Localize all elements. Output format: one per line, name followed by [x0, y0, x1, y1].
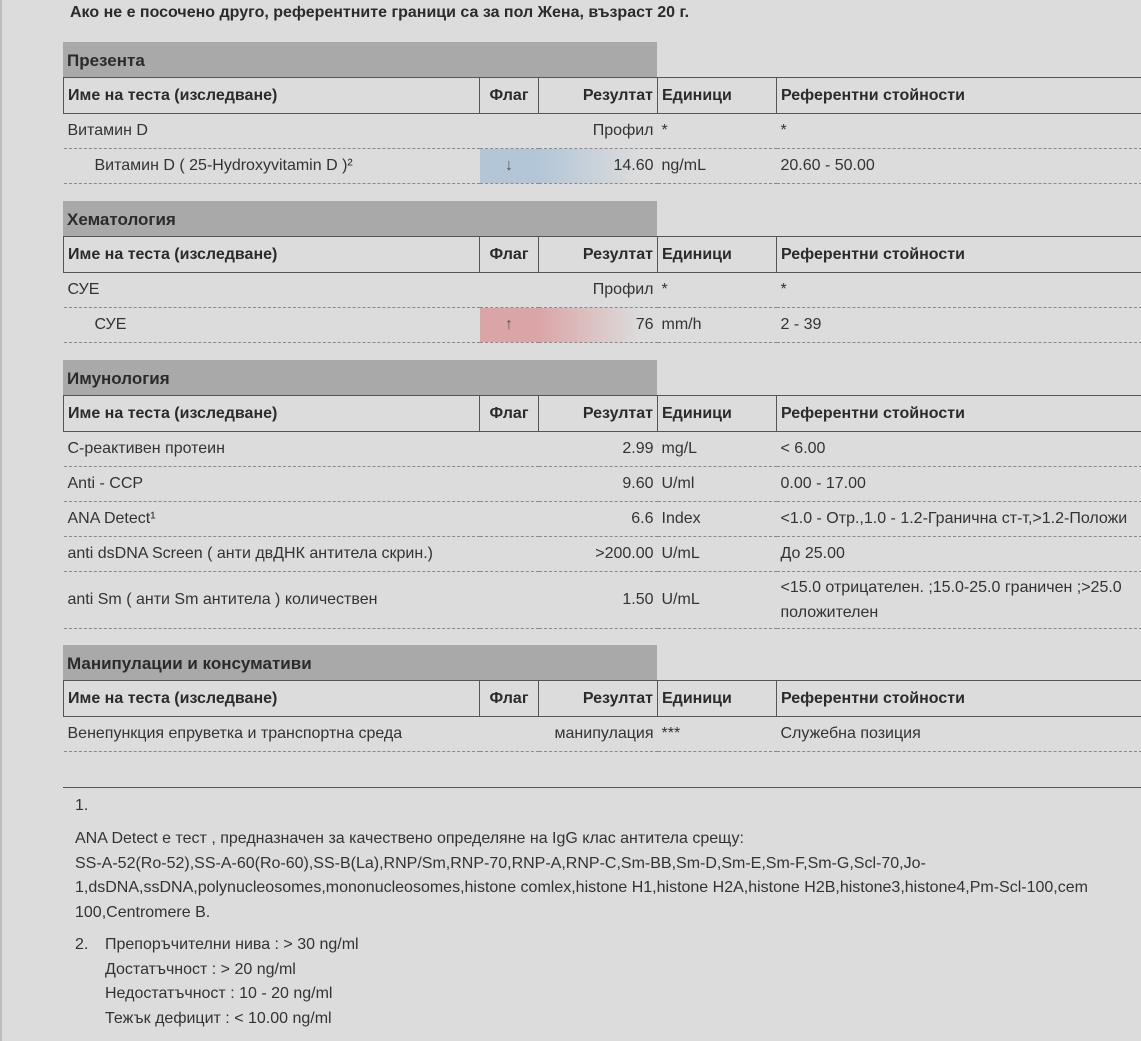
- section-title: Манипулации и консумативи: [63, 645, 657, 680]
- header-units: Единици: [658, 681, 777, 717]
- footnote-line: 100,Centromere B.: [75, 903, 211, 921]
- footnote-1-text: [75, 827, 1141, 925]
- test-flag: [480, 572, 539, 629]
- test-units: Index: [658, 502, 777, 537]
- footnote-line: Препоръчителни нива : > 30 ng/ml: [105, 936, 359, 953]
- footnote-line: 1,dsDNA,ssDNA,polynucleosomes,mononucleosomes,histone comlex,histone H1,histone H2A,histone H2B,histone3,histone4,Pm-Scl-100,cem: [75, 879, 1088, 896]
- test-ref: <15.0 отрицателен. ;15.0-25.0 граничен ;>25.0 положителен: [777, 572, 1141, 629]
- table-header-row: [64, 681, 1141, 717]
- test-name: C-реактивен протеин: [64, 432, 480, 467]
- page-left-edge: [0, 0, 2, 1041]
- test-name: anti Sm ( анти Sm антитела ) количествен: [64, 572, 480, 629]
- test-ref: 0.00 - 17.00: [777, 467, 1141, 502]
- header-ref: Референтни стойности: [777, 396, 1141, 432]
- header-units: Единици: [658, 78, 777, 114]
- header-name: Име на теста (изследване): [64, 396, 480, 432]
- test-flag: [480, 467, 539, 502]
- test-result: Профил: [539, 273, 658, 308]
- reference-intro: Ако не е посочено друго, референтните граници са за пол Жена, възраст 20 г.: [70, 4, 690, 21]
- test-result: 76: [539, 308, 658, 343]
- footnote-line: ANA Detect е тест , предназначен за качествено определяне на IgG клас антитела срещу:: [75, 830, 744, 847]
- test-ref: *: [777, 273, 1141, 308]
- table-row: [64, 502, 1141, 537]
- results-table: [63, 77, 1141, 184]
- header-result: Резултат: [539, 396, 658, 432]
- test-name: Anti - CCP: [64, 467, 480, 502]
- test-flag: [480, 717, 539, 752]
- test-name: СУЕ: [64, 273, 480, 308]
- test-name: Венепункция епруветка и транспортна среда: [64, 717, 480, 752]
- test-name: СУЕ: [64, 308, 480, 343]
- test-units: *: [658, 273, 777, 308]
- footnotes-divider: [63, 787, 1141, 788]
- table-row: [64, 432, 1141, 467]
- test-units: *: [658, 114, 777, 149]
- footnote-2-number: 2.: [75, 936, 89, 953]
- footnote-line: Недостатъчност : 10 - 20 ng/ml: [105, 985, 333, 1002]
- header-name: Име на теста (изследване): [64, 78, 480, 114]
- test-ref: 20.60 - 50.00: [777, 149, 1141, 184]
- footnote-1-number: 1.: [75, 797, 89, 814]
- test-result: 2.99: [539, 432, 658, 467]
- header-ref: Референтни стойности: [777, 237, 1141, 273]
- test-ref: Служебна позиция: [777, 717, 1141, 752]
- header-flag: Флаг: [480, 78, 539, 114]
- section-immunology: [63, 360, 1141, 629]
- header-ref: Референтни стойности: [777, 681, 1141, 717]
- test-ref: < 6.00: [777, 432, 1141, 467]
- test-result: манипулация: [539, 717, 658, 752]
- footnote-line: SS-A-52(Ro-52),SS-A-60(Ro-60),SS-B(La),RNP/Sm,RNP-70,RNP-A,RNP-C,Sm-BB,Sm-D,Sm-E,Sm-F,Sm-G,Scl-70,Jo-: [75, 854, 926, 872]
- test-units: mg/L: [658, 432, 777, 467]
- test-units: ***: [658, 717, 777, 752]
- test-units: ng/mL: [658, 149, 777, 184]
- table-row: [64, 537, 1141, 572]
- results-table: [63, 236, 1141, 343]
- header-flag: Флаг: [480, 396, 539, 432]
- table-header-row: [64, 78, 1141, 114]
- table-row: [64, 717, 1141, 752]
- results-table: [63, 680, 1141, 752]
- flag-high-arrow-icon: ↑: [480, 308, 539, 343]
- test-ref: <1.0 - Отр.,1.0 - 1.2-Гранична ст-т,>1.2-Положи: [777, 502, 1141, 537]
- table-row: [64, 273, 1141, 308]
- test-units: U/mL: [658, 572, 777, 629]
- flag-low-arrow-icon: ↓: [480, 149, 539, 184]
- section-title: Хематология: [63, 201, 657, 236]
- test-flag: [480, 432, 539, 467]
- test-name: Витамин D ( 25-Hydroxyvitamin D )²: [64, 149, 480, 184]
- table-header-row: [64, 396, 1141, 432]
- test-ref: *: [777, 114, 1141, 149]
- test-units: mm/h: [658, 308, 777, 343]
- test-units: U/mL: [658, 537, 777, 572]
- header-name: Име на теста (изследване): [64, 237, 480, 273]
- test-flag: [480, 114, 539, 149]
- test-ref: До 25.00: [777, 537, 1141, 572]
- test-ref: 2 - 39: [777, 308, 1141, 343]
- test-result: 1.50: [539, 572, 658, 629]
- section-hematology: [63, 201, 1141, 343]
- test-name: ANA Detect¹: [64, 502, 480, 537]
- header-flag: Флаг: [480, 681, 539, 717]
- test-result: >200.00: [539, 537, 658, 572]
- table-row: [64, 308, 1141, 343]
- header-result: Резултат: [539, 681, 658, 717]
- results-table: [63, 395, 1141, 629]
- table-row: [64, 114, 1141, 149]
- table-row: [64, 467, 1141, 502]
- section-title: Имунология: [63, 360, 657, 395]
- test-result: 6.6: [539, 502, 658, 537]
- test-result: 14.60: [539, 149, 658, 184]
- footnotes: [75, 795, 1141, 1031]
- footnote-line: Тежък дефицит : < 10.00 ng/ml: [105, 1009, 332, 1027]
- header-units: Единици: [658, 396, 777, 432]
- table-row: [64, 149, 1141, 184]
- header-result: Резултат: [539, 78, 658, 114]
- table-row: [64, 572, 1141, 629]
- header-flag: Флаг: [480, 237, 539, 273]
- header-name: Име на теста (изследване): [64, 681, 480, 717]
- test-result: 9.60: [539, 467, 658, 502]
- test-result: Профил: [539, 114, 658, 149]
- header-ref: Референтни стойности: [777, 78, 1141, 114]
- header-units: Единици: [658, 237, 777, 273]
- test-flag: [480, 537, 539, 572]
- test-units: U/ml: [658, 467, 777, 502]
- test-flag: [480, 502, 539, 537]
- section-manipulations: [63, 645, 1141, 752]
- test-name: anti dsDNA Screen ( анти двДНК антитела скрин.): [64, 537, 480, 572]
- footnote-2: [75, 933, 1141, 1031]
- section-prezenta: [63, 42, 1141, 184]
- footnote-line: Достатъчност : > 20 ng/ml: [105, 960, 296, 978]
- table-header-row: [64, 237, 1141, 273]
- test-flag: [480, 273, 539, 308]
- header-result: Резултат: [539, 237, 658, 273]
- section-title: Презента: [63, 42, 657, 77]
- test-name: Витамин D: [64, 114, 480, 149]
